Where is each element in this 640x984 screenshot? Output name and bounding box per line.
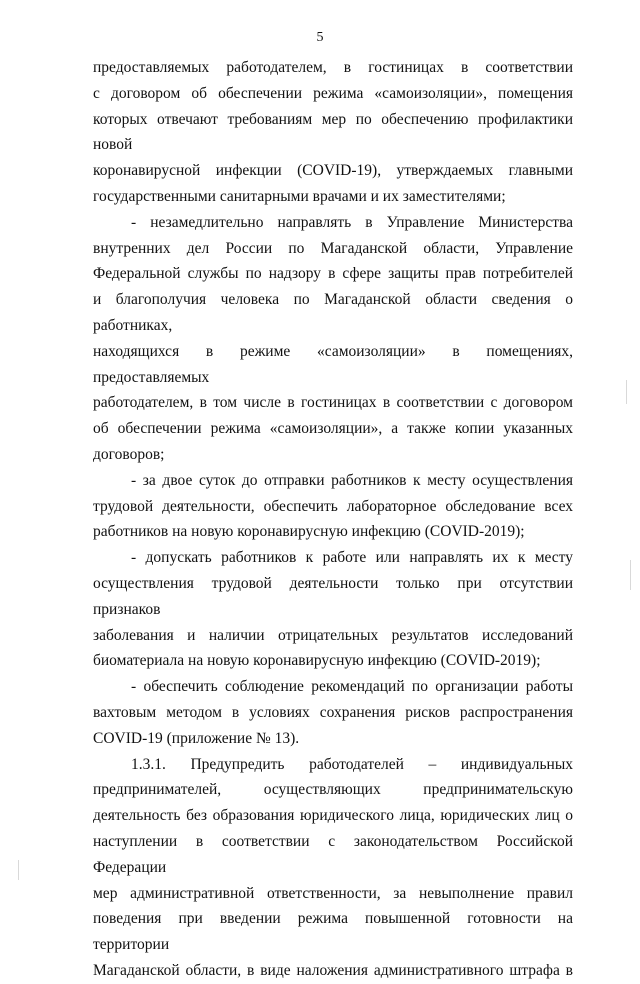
paragraph <box>93 55 573 210</box>
text-line: с договором об обеспечении режима «самоизоляции», помещения <box>93 84 573 102</box>
text-line: заболевания и наличии отрицательных результатов исследований <box>93 626 573 644</box>
paragraph <box>93 210 573 468</box>
text-line: государственными санитарными врачами и их заместителями; <box>93 187 506 205</box>
text-line: вахтовым методом в условиях сохранения рисков распространения <box>93 703 573 721</box>
text-line: предоставляемых работодателем, в гостиницах в соответствии <box>93 59 573 76</box>
page-number: 5 <box>316 30 324 45</box>
paragraph <box>93 752 573 984</box>
text-line: трудовой деятельности, обеспечить лабораторное обследование всех <box>93 497 573 515</box>
text-line: - за двое суток до отправки работников к месту осуществления <box>131 471 573 489</box>
text-line: - допускать работников к работе или направлять их к месту <box>131 549 573 567</box>
scan-artifact <box>18 860 19 880</box>
text-line: работодателем, в том числе в гостиницах в соответствии с договором <box>93 394 573 412</box>
text-line: биоматериала на новую коронавирусную инфекцию (COVID-2019); <box>93 652 541 670</box>
text-line: наступлении в соответствии с законодательством Российской Федерации <box>93 832 573 876</box>
paragraph <box>93 468 573 545</box>
text-line: которых отвечают требованиям мер по обеспечению профилактики новой <box>93 110 573 154</box>
text-line: Магаданской области, в виде наложения административного штрафа в <box>93 961 573 979</box>
text-line: поведения при введении режима повышенной готовности на территории <box>93 910 573 954</box>
text-line: предпринимателей, осуществляющих предпринимательскую <box>93 781 573 799</box>
text-line: - обеспечить соблюдение рекомендаций по организации работы <box>131 678 573 696</box>
text-line: договоров; <box>93 445 165 463</box>
text-line: об обеспечении режима «самоизоляции», а также копии указанных <box>93 420 573 438</box>
text-line: мер административной ответственности, за невыполнение правил <box>93 884 573 902</box>
text-line: находящихся в режиме «самоизоляции» в помещениях, предоставляемых <box>93 342 573 386</box>
scan-artifact <box>626 380 627 404</box>
document-body <box>93 55 573 984</box>
text-line: осуществления трудовой деятельности только при отсутствии признаков <box>93 574 573 618</box>
text-line: деятельность без образования юридического лица, юридических лиц о <box>93 807 573 825</box>
text-line: работников на новую коронавирусную инфекцию (COVID-2019); <box>93 523 525 541</box>
text-line: Федеральной службы по надзору в сфере защиты прав потребителей <box>93 265 573 283</box>
text-line: и благополучия человека по Магаданской области сведения о работниках, <box>93 291 573 334</box>
paragraph <box>93 674 573 751</box>
text-line: - незамедлительно направлять в Управление Министерства <box>131 213 573 231</box>
text-line: COVID-19 (приложение № 13). <box>93 729 300 747</box>
text-line: 1.3.1. Предупредить работодателей – индивидуальных <box>131 755 573 773</box>
scan-artifact <box>630 560 631 590</box>
text-line: внутренних дел России по Магаданской области, Управление <box>93 239 573 257</box>
paragraph <box>93 545 573 674</box>
text-line: коронавирусной инфекции (COVID-19), утверждаемых главными <box>93 162 573 180</box>
